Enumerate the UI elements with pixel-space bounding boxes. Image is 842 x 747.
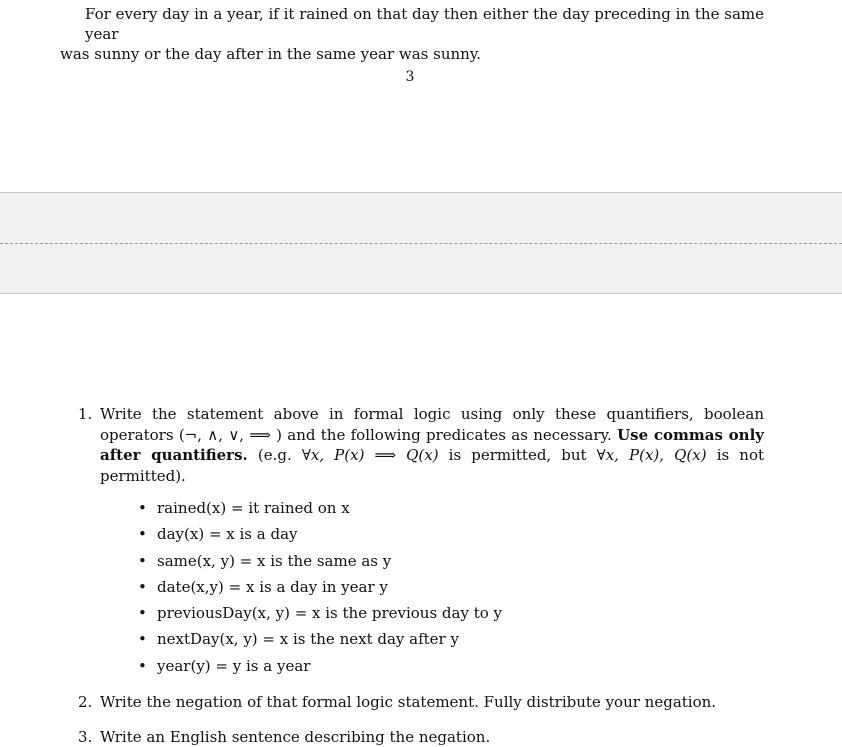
bullet-icon: • — [138, 604, 147, 623]
predicate-item — [136, 629, 764, 655]
example-close: is not permitted). — [100, 446, 764, 485]
bullet-icon: • — [138, 630, 147, 649]
question-number: 1. — [78, 405, 93, 423]
question-1-intro: Write the statement above in formal logic using only these quantifiers, boolean operators (¬, ∧, ∨, ⟹ ) and the following predicates as necessary. — [100, 405, 764, 444]
example-mid: is permitted, but — [448, 446, 587, 464]
predicate-text: previousDay(x, y) = x is the previous day to y — [157, 604, 503, 623]
question-1-bold-note: Use commas only after quantifiers. — [100, 425, 764, 464]
predicate-text: same(x, y) = x is the same as y — [157, 551, 392, 570]
bullet-icon: • — [138, 656, 147, 675]
predicate-item — [136, 498, 764, 524]
example-permitted-formula: ∀x, P(x) ⟹ Q(x) — [301, 446, 439, 464]
bullet-icon: • — [138, 525, 147, 544]
predicate-item — [136, 577, 764, 603]
predicate-text: day(x) = x is a day — [157, 525, 298, 544]
predicate-text: date(x,y) = x is a day in year y — [157, 577, 388, 596]
question-list — [78, 404, 764, 747]
predicate-item — [136, 656, 764, 682]
question-3-text: Write an English sentence describing the negation. — [100, 727, 491, 746]
question-number: 2. — [78, 693, 93, 712]
previous-page-fragment — [60, 4, 764, 64]
page-break — [0, 192, 842, 294]
question-number: 3. — [78, 727, 93, 746]
page-number: 3 — [405, 69, 415, 85]
predicate-text: nextDay(x, y) = x is the next day after y — [157, 630, 459, 649]
question-2-text: Write the negation of that formal logic statement. Fully distribute your negation. — [100, 693, 717, 712]
predicate-text: year(y) = y is a year — [157, 656, 311, 675]
statement-line-2: was sunny or the day after in the same year was sunny. — [60, 45, 482, 63]
bullet-icon: • — [138, 577, 147, 596]
bullet-icon: • — [138, 551, 147, 570]
question-3 — [78, 727, 764, 747]
example-not-permitted-formula: ∀x, P(x), Q(x) — [596, 446, 707, 464]
example-open: (e.g. — [257, 446, 292, 464]
predicate-item — [136, 524, 764, 550]
question-2 — [78, 692, 764, 713]
bullet-icon: • — [138, 499, 147, 517]
predicate-list — [100, 498, 764, 682]
question-1 — [78, 404, 764, 682]
predicate-item — [136, 551, 764, 577]
predicate-item — [136, 603, 764, 629]
predicate-text: rained(x) = it rained on x — [157, 499, 350, 517]
statement-line-1: For every day in a year, if it rained on that day then either the day preceding in the same year — [85, 5, 764, 43]
page-break-divider — [0, 243, 842, 244]
